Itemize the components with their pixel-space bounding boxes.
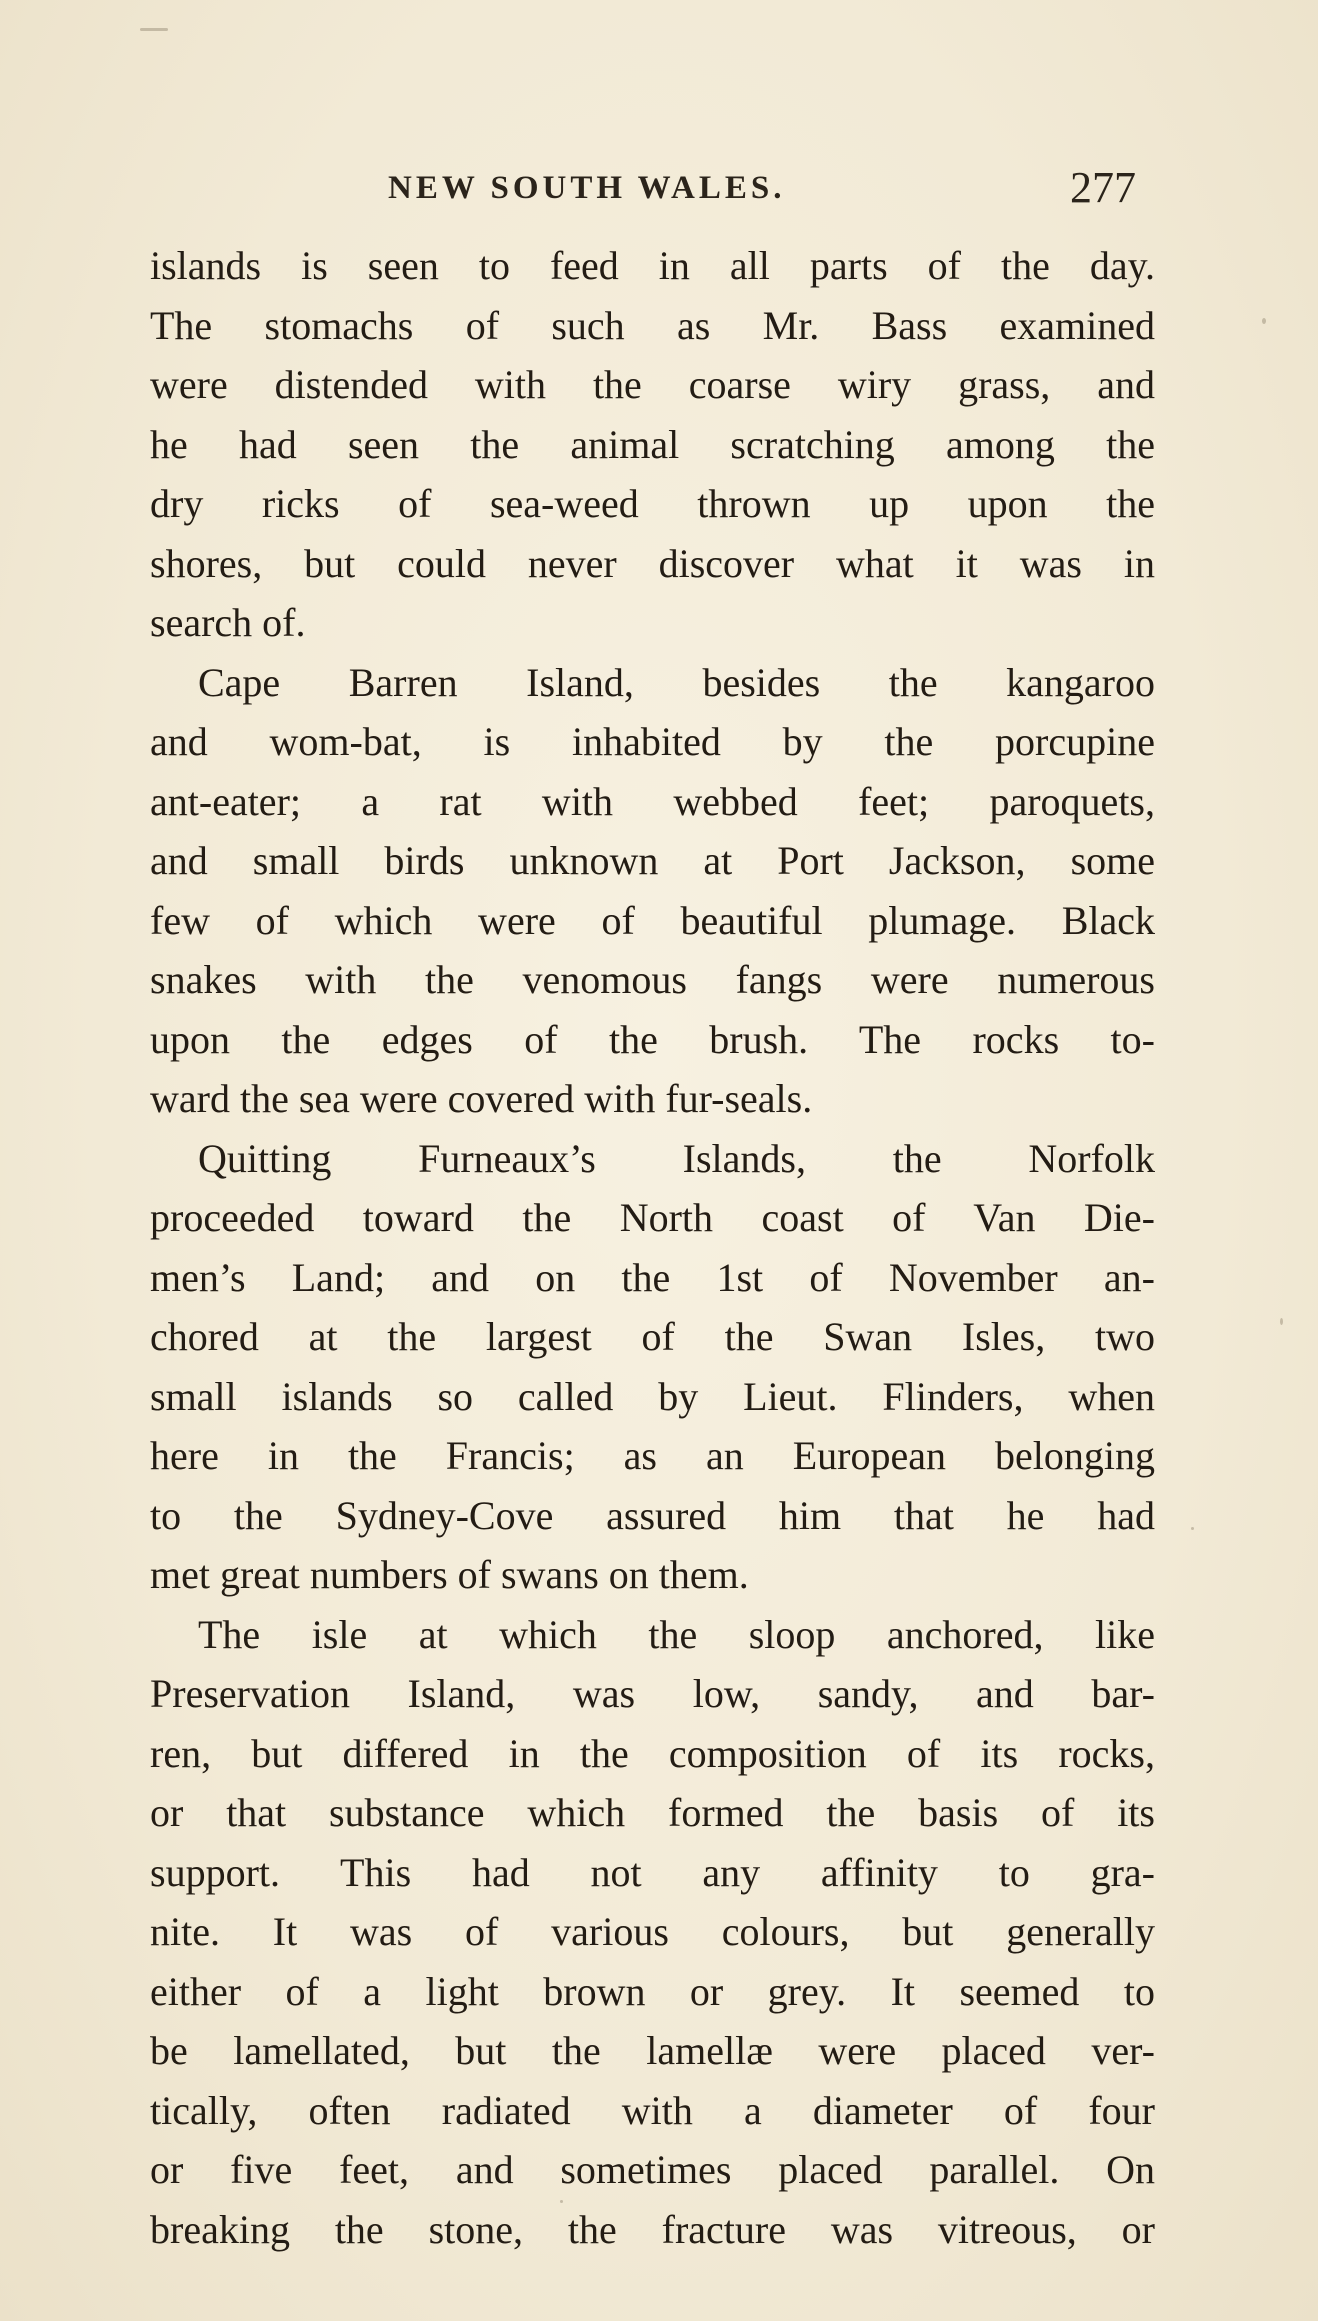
paper-speck [1280,1318,1283,1325]
text-line: dry ricks of sea-weed thrown up upon the [150,481,1155,526]
text-line: met great numbers of swans on them. [150,1552,749,1597]
paragraph-start: The isle at which the sloop anchored, like [198,1611,1155,1657]
text-line: nite. It was of various colours, but generally [150,1909,1155,1954]
body-text [150,236,1160,2259]
paragraph-start: Cape Barren Island, besides the kangaroo [198,659,1155,705]
paper-speck [140,28,168,31]
text-line: support. This had not any affinity to gra- [150,1849,1155,1895]
paragraph-start: Quitting Furneaux’s Islands, the Norfolk [198,1135,1155,1181]
text-line: ren, but differed in the composition of its rocks, [150,1730,1155,1776]
text-line: he had seen the animal scratching among the [150,421,1155,467]
text-line: be lamellated, but the lamellæ were placed ver- [150,2028,1155,2073]
text-line: or five feet, and sometimes placed parallel. On [150,2147,1155,2192]
text-line: breaking the stone, the fracture was vitreous, or [150,2206,1155,2252]
page-header [150,162,1136,222]
text-line: upon the edges of the brush. The rocks to- [150,1016,1155,1062]
text-line: small islands so called by Lieut. Flinders, when [150,1373,1155,1419]
running-head: NEW SOUTH WALES. [388,170,786,206]
text-line: ant-eater; a rat with webbed feet; paroquets, [150,778,1155,824]
text-line: and wom-bat, is inhabited by the porcupine [150,719,1155,764]
paper-speck [1262,318,1266,324]
text-line: proceeded toward the North coast of Van Die- [150,1195,1155,1240]
text-line: islands is seen to feed in all parts of the day. [150,243,1155,288]
text-line: shores, but could never discover what it was in [150,540,1155,586]
text-line: snakes with the venomous fangs were numerous [150,957,1155,1002]
text-line: either of a light brown or grey. It seemed to [150,1968,1155,2014]
page-number: 277 [1070,163,1136,212]
text-line: or that substance which formed the basis of its [150,1790,1155,1835]
text-line: search of. [150,600,306,645]
text-line: to the Sydney-Cove assured him that he had [150,1492,1155,1538]
text-line: few of which were of beautiful plumage. Black [150,897,1155,943]
text-line: Preservation Island, was low, sandy, and bar- [150,1671,1155,1716]
text-line: tically, often radiated with a diameter of four [150,2087,1155,2133]
text-line: men’s Land; and on the 1st of November an- [150,1254,1155,1300]
text-line: ward the sea were covered with fur-seals. [150,1076,813,1121]
paper-speck [1191,1527,1194,1530]
text-line: chored at the largest of the Swan Isles, two [150,1314,1155,1359]
text-line: here in the Francis; as an European belonging [150,1433,1155,1478]
paper-speck [560,2200,563,2203]
text-line: The stomachs of such as Mr. Bass examined [150,302,1155,348]
text-line: and small birds unknown at Port Jackson, some [150,838,1155,883]
text-line: were distended with the coarse wiry grass, and [150,362,1155,407]
